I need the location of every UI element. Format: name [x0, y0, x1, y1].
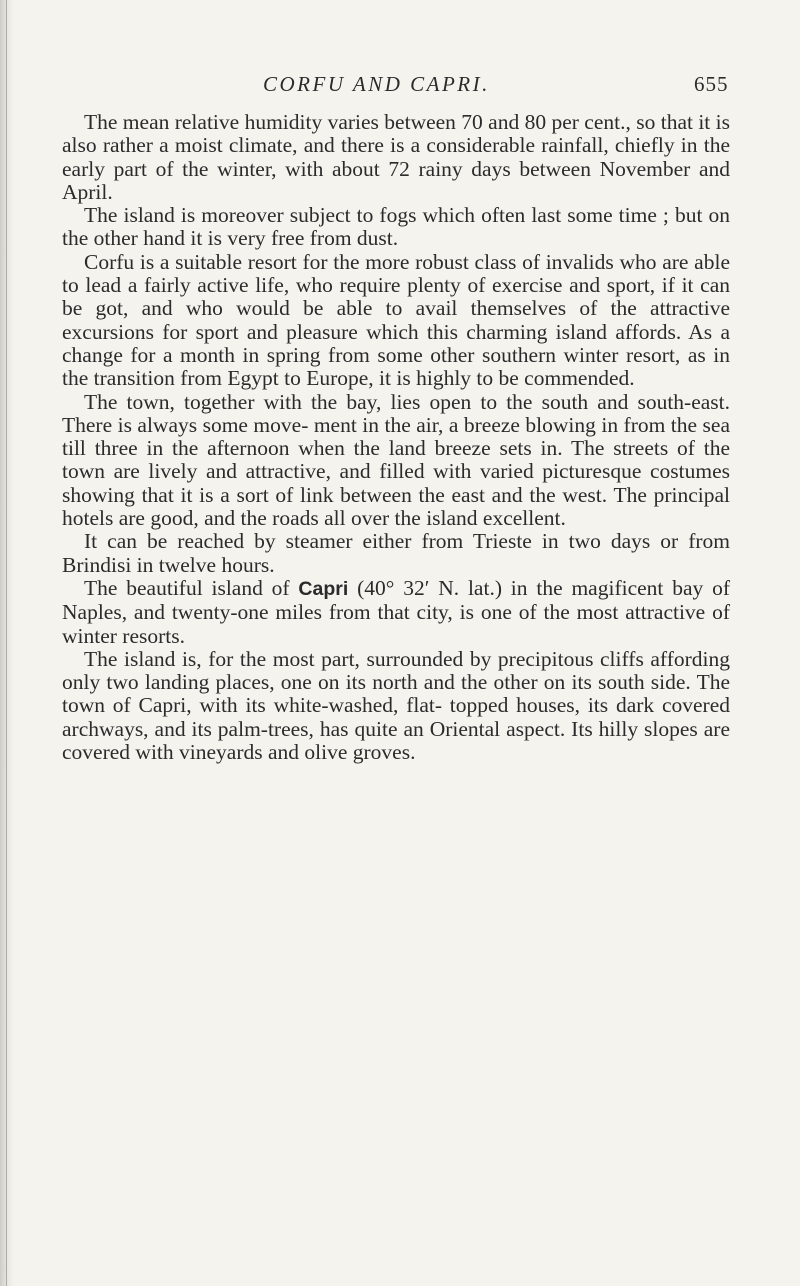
paragraph-humidity: The mean relative humidity varies between 70 and 80 per cent., so that it is also rather a moist climate, and there is a considerable rainfall, chiefly in the early part of the winter, with about 72 rainy days between November and April.	[62, 110, 730, 204]
paragraph-fogs: The island is moreover subject to fogs which often last some time ; but on the other hand it is very free from dust.	[62, 203, 730, 251]
running-head	[0, 72, 800, 102]
capri-term: Capri	[298, 577, 349, 600]
page-number: 655	[694, 72, 729, 96]
page-edge-line	[6, 0, 7, 1286]
paragraph-capri-island: The island is, for the most part, surrounded by precipitous cliffs affording only two landing places, one on its north and the other on its south side. The town of Capri, with its white-washed, flat- topped houses, its dark covered archways, and its palm-trees, has quite an Oriental aspect. Its hilly slopes are covered with vineyards and olive groves.	[62, 646, 730, 765]
paragraph-access: It can be reached by steamer either from Trieste in two days or from Brindisi in twelve hours.	[62, 529, 730, 577]
paragraph-capri	[62, 577, 730, 648]
capri-text-before: The beautiful island of	[84, 575, 299, 600]
page-binding-edge	[0, 0, 14, 1286]
body-text	[62, 111, 730, 764]
paragraph-town: The town, together with the bay, lies open to the south and south-east. There is always some move- ment in the air, a breeze blowing in from the sea till three in the afternoon when the land breeze sets in. The streets of the town are lively and attractive, and filled with varied picturesque costumes showing that it is a sort of link between the east and the west. The principal hotels are good, and the roads all over the island excellent.	[62, 389, 730, 531]
capri-text-after: (40° 32′ N. lat.) in the magificent bay of Naples, and twenty-one miles from that city, is one of the most attractive of winter resorts.	[62, 575, 730, 648]
paragraph-corfu-resort: Corfu is a suitable resort for the more robust class of invalids who are able to lead a fairly active life, who require plenty of exercise and sport, if it can be got, and who would be able to avail themselves of the attractive excursions for sport and pleasure which this charming island affords. As a change for a month in spring from some other southern winter resort, as in the transition from Egypt to Europe, it is highly to be commended.	[62, 249, 730, 391]
running-title: CORFU AND CAPRI.	[263, 72, 490, 96]
